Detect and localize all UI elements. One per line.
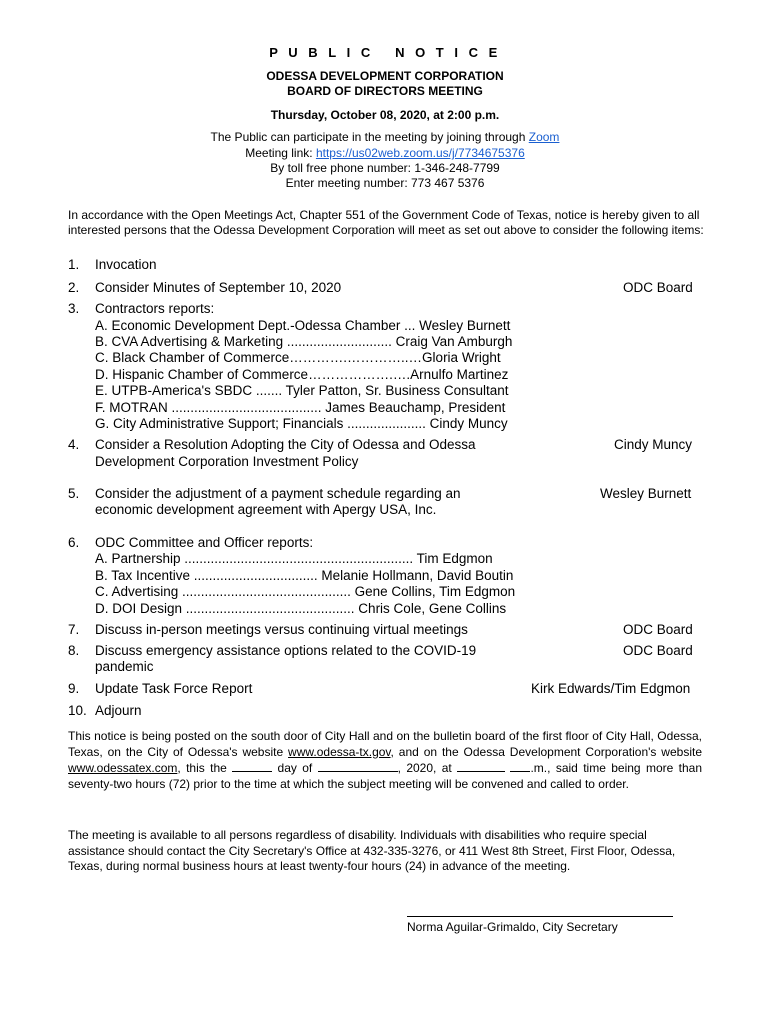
meeting-date: Thursday, October 08, 2020, at 2:00 p.m.: [270, 108, 500, 122]
sub-item: B. CVA Advertising & Marketing ............................ Craig Van Amburgh: [95, 334, 513, 349]
ampm-blank: [510, 760, 530, 772]
item-number: 1.: [68, 257, 80, 272]
item-text: ODC Committee and Officer reports:: [95, 535, 314, 550]
posting-text: , and on the Odessa Development Corporation's website: [390, 744, 702, 759]
item-text: Consider Minutes of September 10, 2020: [95, 280, 342, 295]
item-text: pandemic: [95, 659, 154, 674]
sub-item: A. Partnership ............................................................. Tim Edgmon: [95, 551, 493, 566]
item-text: Discuss in-person meetings versus continuing virtual meetings: [95, 622, 468, 637]
item-number: 9.: [68, 681, 80, 696]
item-number: 6.: [68, 535, 80, 550]
meeting-url-link[interactable]: https://us02web.zoom.us/j/7734675376: [315, 146, 525, 160]
posting-text: , this the: [177, 761, 233, 775]
participation-text: The Public can participate in the meeting by joining through: [210, 130, 529, 144]
item-text: Invocation: [95, 257, 157, 272]
intro-paragraph: In accordance with the Open Meetings Act, Chapter 551 of the Government Code of Texas, notice is hereby given to all interested persons that the Odessa Development Corporation will meet as set out above to consider the following items:: [68, 208, 704, 237]
item-number: 3.: [68, 301, 80, 316]
sub-item: D. DOI Design ............................................. Chris Cole, Gene Collins: [95, 601, 507, 616]
phone-number-line: By toll free phone number: 1-346-248-7799: [270, 161, 500, 175]
meeting-link-line: [0, 146, 770, 160]
item-presenter: Wesley Burnett: [600, 486, 692, 501]
organization-name: ODESSA DEVELOPMENT CORPORATION: [266, 69, 504, 83]
item-text: Adjourn: [95, 703, 142, 718]
item-text: Consider a Resolution Adopting the City of Odessa and Odessa: [95, 437, 476, 452]
item-number: 4.: [68, 437, 80, 452]
item-text: Contractors reports:: [95, 301, 215, 316]
item-presenter: ODC Board: [623, 280, 693, 295]
accessibility-paragraph: The meeting is available to all persons regardless of disability. Individuals with disabilities who require special assistance should contact the City Secretary's Office at 432-335-3276, or 411 West 8th Street, First Floor, Odessa, Texas, during normal business hours at least twenty-four hours (24) in advance of the meeting.: [68, 828, 676, 873]
item-text: economic development agreement with Apergy USA, Inc.: [95, 502, 437, 517]
item-number: 10.: [68, 703, 87, 718]
sub-item: E. UTPB-America's SBDC ....... Tyler Patton, Sr. Business Consultant: [95, 383, 509, 398]
item-text: Update Task Force Report: [95, 681, 253, 696]
sub-item: C. Advertising ............................................. Gene Collins, Tim Edgmon: [95, 584, 516, 599]
posting-text: day of: [272, 761, 318, 775]
signature-line: [407, 916, 673, 917]
sub-item: C. Black Chamber of Commerce………….…………..…Gloria Wright: [95, 350, 501, 365]
day-blank: [232, 760, 272, 772]
meeting-number-line: Enter meeting number: 773 467 5376: [285, 176, 485, 190]
item-presenter: Kirk Edwards/Tim Edgmon: [531, 681, 691, 696]
item-number: 7.: [68, 622, 80, 637]
posting-paragraph: [68, 729, 702, 792]
sub-item: D. Hispanic Chamber of Commerce……………….….Arnulfo Martinez: [95, 367, 509, 382]
item-number: 5.: [68, 486, 80, 501]
posting-text: , 2020, at: [397, 761, 458, 775]
sub-item: B. Tax Incentive ................................. Melanie Hollmann, David Boutin: [95, 568, 514, 583]
item-text: Discuss emergency assistance options related to the COVID-19: [95, 643, 477, 658]
odc-website-link[interactable]: www.odessatex.com: [68, 761, 178, 775]
participation-line: [0, 130, 770, 144]
notice-title: P U B L I C N O T I C E: [269, 45, 501, 60]
item-number: 2.: [68, 280, 80, 295]
item-text: Development Corporation Investment Policy: [95, 454, 359, 469]
sub-item: G. City Administrative Support; Financials ..................... Cindy Muncy: [95, 416, 508, 431]
city-website-link[interactable]: www.odessa-tx.gov: [288, 744, 391, 759]
item-presenter: ODC Board: [623, 643, 693, 658]
signature-name: Norma Aguilar-Grimaldo, City Secretary: [407, 920, 618, 934]
meeting-link-label: Meeting link:: [245, 146, 316, 160]
item-presenter: Cindy Muncy: [614, 437, 693, 452]
zoom-link[interactable]: Zoom: [528, 130, 560, 144]
sub-item: A. Economic Development Dept.-Odessa Chamber ... Wesley Burnett: [95, 318, 511, 333]
month-blank: [318, 760, 398, 772]
item-text: Consider the adjustment of a payment schedule regarding an: [95, 486, 461, 501]
item-number: 8.: [68, 643, 80, 658]
sub-item: F. MOTRAN ........................................ James Beauchamp, President: [95, 400, 506, 415]
posting-text: This notice is being posted on the south door of City Hall and on the bulletin board of the first floor of City Hall, Odessa, Texas, on the City of Odessa's website: [68, 729, 702, 759]
meeting-name: BOARD OF DIRECTORS MEETING: [287, 84, 483, 98]
time-blank: [457, 760, 505, 772]
posting-text: .m., said time being more than seventy-two hours (72) prior to the time at which the subject meeting will be convened and called to order.: [68, 761, 703, 791]
item-presenter: ODC Board: [623, 622, 693, 637]
